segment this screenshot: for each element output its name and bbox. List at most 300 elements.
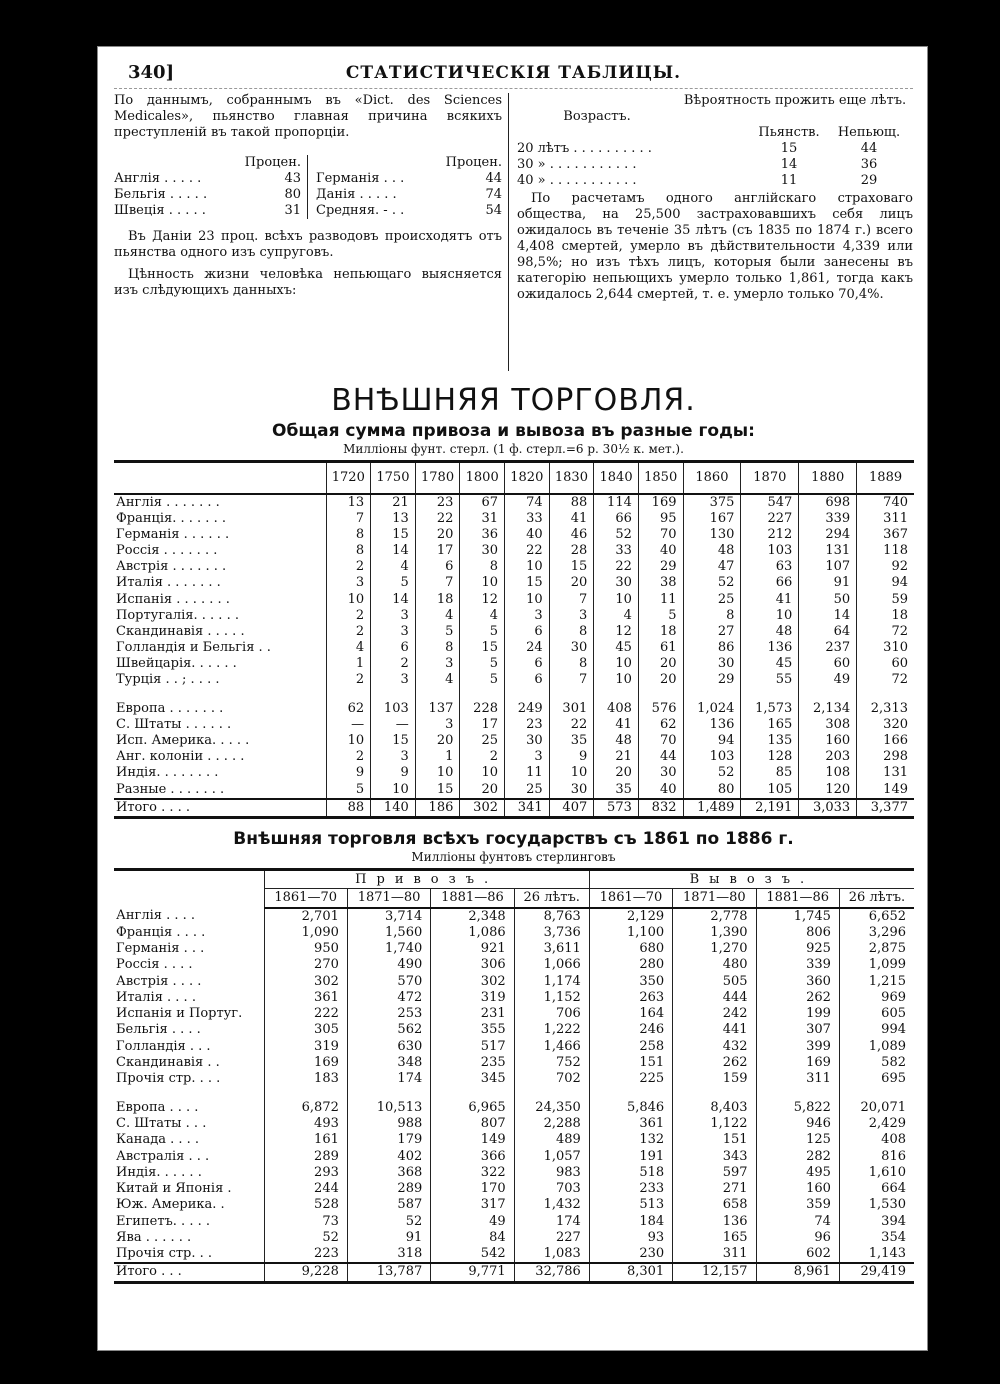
pct-value: 31 <box>284 203 301 218</box>
table-row <box>114 908 914 925</box>
probability-drinkers: 15 <box>780 141 798 156</box>
table-row <box>114 1022 914 1038</box>
row-label: Скандинавія . . . . . <box>116 623 245 639</box>
row-label: Итого . . . . <box>114 799 326 818</box>
table-cell: 983 <box>514 1165 589 1181</box>
row-label: Италія . . . . <box>116 989 196 1005</box>
table-cell: 946 <box>756 1116 839 1132</box>
table-cell: 18 <box>638 624 683 640</box>
table-cell: 489 <box>514 1132 589 1148</box>
spacer-row <box>114 689 914 701</box>
running-title: СТАТИСТИЧЕСКІЯ ТАБЛИЦЫ. <box>345 63 682 83</box>
book-page <box>97 46 928 1351</box>
table-cell: 505 <box>673 973 756 989</box>
table-cell: 6 <box>505 672 550 688</box>
table-cell: 108 <box>799 765 857 781</box>
table1-title: Общая сумма привоза и вывоза въ разные годы: <box>272 421 755 441</box>
row-label: Германія . . . . . . <box>116 526 230 542</box>
pct-value: 80 <box>284 187 301 202</box>
table-cell: 4 <box>371 559 416 575</box>
table-cell: 88 <box>326 799 371 818</box>
table-row <box>114 1006 914 1022</box>
probability-nondrinkers: 29 <box>860 173 878 188</box>
table-row <box>114 1071 914 1087</box>
table-cell: 366 <box>431 1148 514 1164</box>
table-cell: 10 <box>741 608 799 624</box>
table-cell: 10 <box>594 656 639 672</box>
table-cell: 103 <box>371 701 416 717</box>
table-cell: 169 <box>264 1055 347 1071</box>
table-row <box>114 672 914 688</box>
table-cell: 5 <box>371 575 416 591</box>
table-cell: 11 <box>505 765 550 781</box>
table-cell: 2,129 <box>589 908 672 925</box>
table-row <box>114 1165 914 1181</box>
table-cell: 311 <box>857 511 914 527</box>
table-cell: 74 <box>756 1214 839 1230</box>
year-header: 1870 <box>741 462 799 494</box>
table-cell: 12,157 <box>673 1263 756 1282</box>
table-row <box>114 925 914 941</box>
year-header: 1889 <box>857 462 914 494</box>
table-cell: 135 <box>741 733 799 749</box>
table-cell: 20 <box>638 672 683 688</box>
table-cell: 1,024 <box>683 701 741 717</box>
intro-left-column <box>114 93 509 371</box>
table-cell: 9 <box>549 749 594 765</box>
table-cell: 85 <box>741 765 799 781</box>
table-cell: 597 <box>673 1165 756 1181</box>
row-label: Россія . . . . . . . <box>116 542 218 558</box>
table-cell: 35 <box>594 782 639 799</box>
table-cell: 8 <box>549 624 594 640</box>
life-value-paragraph: Цѣнность жизни человѣка непьющаго выясняется изъ слѣдующихъ данныхъ: <box>114 267 502 298</box>
table-cell: 67 <box>460 494 505 511</box>
import-heading: Привозъ. <box>264 870 589 889</box>
table-cell: 5 <box>460 672 505 688</box>
table-cell: 542 <box>431 1246 514 1263</box>
table-cell: 84 <box>431 1230 514 1246</box>
table-cell: 3 <box>415 717 460 733</box>
year-header: 1830 <box>549 462 594 494</box>
table-cell: 237 <box>799 640 857 656</box>
row-label: Австралія . . . <box>116 1148 210 1164</box>
table-cell: 32,786 <box>514 1263 589 1282</box>
table-cell: 212 <box>741 527 799 543</box>
table-cell: 495 <box>756 1165 839 1181</box>
table-cell: 4 <box>326 640 371 656</box>
table-cell: 136 <box>741 640 799 656</box>
table-cell: 5 <box>638 608 683 624</box>
table-cell: 1,057 <box>514 1148 589 1164</box>
table-cell: 52 <box>264 1230 347 1246</box>
row-label: Австрія . . . . . . . <box>116 559 227 575</box>
table-cell: 302 <box>264 973 347 989</box>
table-cell: 25 <box>460 733 505 749</box>
table-row <box>114 1116 914 1132</box>
table-cell: 132 <box>589 1132 672 1148</box>
divorce-paragraph: Въ Даніи 23 проц. всѣхъ разводовъ происходятъ отъ пьянства одного изъ супруговъ. <box>114 229 502 260</box>
row-label: Италія . . . . . . . <box>116 575 221 591</box>
table-cell: 24 <box>505 640 550 656</box>
table-cell: 3 <box>549 608 594 624</box>
intro-right-column <box>509 93 913 371</box>
table-cell: 246 <box>589 1022 672 1038</box>
table-cell: 60 <box>857 656 914 672</box>
table-cell: 1,152 <box>514 990 589 1006</box>
table-cell: 1,573 <box>741 701 799 717</box>
table-cell: 832 <box>638 799 683 818</box>
table-cell: 258 <box>589 1039 672 1055</box>
row-label: Разные . . . . . . . <box>116 781 225 797</box>
pct-row <box>316 203 502 219</box>
table-cell: 289 <box>347 1181 430 1197</box>
table-cell: 8,403 <box>673 1099 756 1115</box>
row-label: Австрія . . . . <box>116 973 202 989</box>
period-header: 26 лѣтъ. <box>514 889 589 908</box>
table-cell: 191 <box>589 1148 672 1164</box>
table-cell: 60 <box>799 656 857 672</box>
table-cell: 66 <box>594 511 639 527</box>
table-cell: 1 <box>415 749 460 765</box>
probability-colheads <box>517 125 913 141</box>
table-cell: 2,134 <box>799 701 857 717</box>
table2-title: Внѣшняя торговля всѣхъ государствъ съ 1861 по 1886 г. <box>233 829 794 849</box>
table-cell: 52 <box>683 575 741 591</box>
table-cell: 472 <box>347 990 430 1006</box>
table-cell: 3 <box>371 749 416 765</box>
table-cell: 1,390 <box>673 925 756 941</box>
table-cell: 223 <box>264 1246 347 1263</box>
table-cell: 21 <box>371 494 416 511</box>
table-row <box>114 701 914 717</box>
table-cell: 280 <box>589 957 672 973</box>
table-cell: 179 <box>347 1132 430 1148</box>
row-label: Итого . . . <box>114 1263 264 1282</box>
table-cell: 3 <box>505 749 550 765</box>
table-cell: 3,714 <box>347 908 430 925</box>
table-cell: 159 <box>673 1071 756 1087</box>
table-cell: 30 <box>549 640 594 656</box>
table-cell: 130 <box>683 527 741 543</box>
table-cell: 13 <box>371 511 416 527</box>
table-cell: 12 <box>460 591 505 607</box>
table-row <box>114 749 914 765</box>
table-cell: 2,701 <box>264 908 347 925</box>
pct-country: Англія . . . . . <box>114 171 202 186</box>
table-cell: 1,090 <box>264 925 347 941</box>
table-cell: 17 <box>415 543 460 559</box>
row-label: Скандинавія . . <box>116 1055 220 1071</box>
year-header: 1850 <box>638 462 683 494</box>
table-cell: 302 <box>460 799 505 818</box>
table-cell: 49 <box>431 1214 514 1230</box>
table-cell: 513 <box>589 1197 672 1213</box>
period-header: 1871—80 <box>673 889 756 908</box>
table-cell: 8,301 <box>589 1263 672 1282</box>
table-cell: 262 <box>756 990 839 1006</box>
table-cell: 994 <box>839 1022 914 1038</box>
table-cell: 317 <box>431 1197 514 1213</box>
table-cell: 166 <box>857 733 914 749</box>
table-cell: 15 <box>505 575 550 591</box>
row-label: Франція. . . . . . . <box>116 510 226 526</box>
table-cell: 30 <box>594 575 639 591</box>
row-label: Германія . . . <box>116 940 205 956</box>
table-cell: 86 <box>683 640 741 656</box>
probability-row <box>517 157 913 173</box>
table-cell: 149 <box>857 782 914 799</box>
table-cell: 28 <box>549 543 594 559</box>
table-cell: 50 <box>799 591 857 607</box>
pct-country: Данія . . . . . <box>316 187 397 202</box>
table-cell: 1,066 <box>514 957 589 973</box>
period-header: 1861—70 <box>589 889 672 908</box>
table-cell: 345 <box>431 1071 514 1087</box>
period-header: 1881—86 <box>756 889 839 908</box>
table-cell: 10,513 <box>347 1099 430 1115</box>
table-cell: 311 <box>673 1246 756 1263</box>
table-cell: 174 <box>347 1071 430 1087</box>
table-cell: 4 <box>460 608 505 624</box>
table-cell: 10 <box>460 575 505 591</box>
table-cell: 399 <box>756 1039 839 1055</box>
table-cell: 298 <box>857 749 914 765</box>
table-cell: 311 <box>756 1071 839 1087</box>
pct-value: 44 <box>485 171 502 186</box>
table-cell: 2 <box>371 656 416 672</box>
table-cell: 15 <box>415 782 460 799</box>
table-cell: 1,530 <box>839 1197 914 1213</box>
table-cell: 59 <box>857 591 914 607</box>
table-row <box>114 973 914 989</box>
row-label: Прочія стр. . . . <box>116 1071 221 1087</box>
table-cell: 444 <box>673 990 756 1006</box>
table-cell: 15 <box>460 640 505 656</box>
table-cell: 22 <box>505 543 550 559</box>
table-cell: 605 <box>839 1006 914 1022</box>
table-cell: 8,961 <box>756 1263 839 1282</box>
insurance-paragraph: По расчетамъ одного англійскаго страховаго общества, на 25,500 застраховавшихъ себя лицъ ожидалось въ теченіе 35 лѣтъ (съ 1835 по 1874 г.) всего 4,408 смертей, умерло въ дѣйствительности 4,339 или 98,5%; но изъ тѣхъ лицъ, которыя были занесены въ категорію непьющихъ умерло только 1,861, тогда какъ ожидалось 2,644 смертей, т. е. умерло только 70,4%. <box>517 191 913 302</box>
table-cell: 2,778 <box>673 908 756 925</box>
year-header: 1780 <box>415 462 460 494</box>
table-cell: 35 <box>549 733 594 749</box>
table-cell: 91 <box>347 1230 430 1246</box>
pct-row <box>114 171 301 187</box>
table-cell: 253 <box>347 1006 430 1022</box>
table-cell: 93 <box>589 1230 672 1246</box>
table-cell: 10 <box>549 765 594 781</box>
table-cell: 6 <box>415 559 460 575</box>
table-cell: 203 <box>799 749 857 765</box>
table-cell: 1,083 <box>514 1246 589 1263</box>
table-cell: 2,429 <box>839 1116 914 1132</box>
table-cell: 576 <box>638 701 683 717</box>
table-cell: 9 <box>326 765 371 781</box>
table-cell: 74 <box>505 494 550 511</box>
table-cell: 262 <box>673 1055 756 1071</box>
table-cell: 702 <box>514 1071 589 1087</box>
table-row <box>114 717 914 733</box>
table-cell: 230 <box>589 1246 672 1263</box>
table-cell: 341 <box>505 799 550 818</box>
table-cell: 1,560 <box>347 925 430 941</box>
table-cell: 228 <box>460 701 505 717</box>
table-cell: 547 <box>741 494 799 511</box>
table-cell: 493 <box>264 1116 347 1132</box>
table-cell: 66 <box>741 575 799 591</box>
table-row <box>114 608 914 624</box>
table-cell: 270 <box>264 957 347 973</box>
table-cell: 136 <box>673 1214 756 1230</box>
table-cell: 15 <box>549 559 594 575</box>
table-cell: 136 <box>683 717 741 733</box>
table-cell: 441 <box>673 1022 756 1038</box>
table-row <box>114 733 914 749</box>
table-cell: 1,089 <box>839 1039 914 1055</box>
table-cell: 167 <box>683 511 741 527</box>
table-cell: 282 <box>756 1148 839 1164</box>
table-cell: 8 <box>683 608 741 624</box>
row-label: Индія. . . . . . <box>116 1164 202 1180</box>
table-cell: 183 <box>264 1071 347 1087</box>
table-cell: 4 <box>415 608 460 624</box>
table-cell: 46 <box>549 527 594 543</box>
table-cell: 165 <box>741 717 799 733</box>
table-cell: 128 <box>741 749 799 765</box>
table-row <box>114 591 914 607</box>
table-cell: 14 <box>371 543 416 559</box>
crime-paragraph: По даннымъ, собраннымъ въ «Dict. des Sciences Medicales», пьянство главная причина всякихъ преступленій въ такой пропорціи. <box>114 93 502 140</box>
table-cell: 562 <box>347 1022 430 1038</box>
table-cell: 10 <box>505 559 550 575</box>
page-header <box>114 61 913 89</box>
table-cell: 20 <box>415 733 460 749</box>
table-row <box>114 1039 914 1055</box>
table-cell: 22 <box>415 511 460 527</box>
table-cell: 408 <box>594 701 639 717</box>
table-cell: 160 <box>799 733 857 749</box>
table-cell: 29 <box>683 672 741 688</box>
table-cell: 3,377 <box>857 799 914 818</box>
table-cell: 149 <box>431 1132 514 1148</box>
table-cell: 41 <box>594 717 639 733</box>
table-cell: 30 <box>460 543 505 559</box>
table-cell: 13,787 <box>347 1263 430 1282</box>
table-cell: 44 <box>638 749 683 765</box>
probability-age: 40 » . . . . . . . . . . . <box>517 173 637 188</box>
table-cell: 306 <box>431 957 514 973</box>
table-cell: 339 <box>756 957 839 973</box>
table-cell: 602 <box>756 1246 839 1263</box>
table-cell: 13 <box>326 494 371 511</box>
table-cell: 2 <box>460 749 505 765</box>
table-cell: 695 <box>839 1071 914 1087</box>
table-cell: 407 <box>549 799 594 818</box>
table-cell: 1,086 <box>431 925 514 941</box>
table-cell: 225 <box>589 1071 672 1087</box>
row-label: Голландія . . . <box>116 1038 211 1054</box>
table-row <box>114 1263 914 1282</box>
table-cell: 10 <box>415 765 460 781</box>
table-cell: 64 <box>799 624 857 640</box>
table-cell: 3 <box>371 624 416 640</box>
table-cell: 1,222 <box>514 1022 589 1038</box>
table-cell: 95 <box>638 511 683 527</box>
period-header: 1871—80 <box>347 889 430 908</box>
table-cell: 25 <box>505 782 550 799</box>
table-cell: 164 <box>589 1006 672 1022</box>
table-cell: 432 <box>673 1039 756 1055</box>
table-cell: 231 <box>431 1006 514 1022</box>
probability-drinkers: 11 <box>780 173 798 188</box>
table-cell: 25 <box>683 591 741 607</box>
table-cell: 170 <box>431 1181 514 1197</box>
period-header: 26 лѣтъ. <box>839 889 914 908</box>
table-cell: — <box>371 717 416 733</box>
table-cell: 52 <box>347 1214 430 1230</box>
table-cell: 367 <box>857 527 914 543</box>
pct-row <box>114 203 301 219</box>
table-cell: 161 <box>264 1132 347 1148</box>
table-cell: 263 <box>589 990 672 1006</box>
probability-row <box>517 141 913 157</box>
table-cell: 1,466 <box>514 1039 589 1055</box>
table-cell: 62 <box>638 717 683 733</box>
intro-section <box>114 93 913 371</box>
table-cell: 1,610 <box>839 1165 914 1181</box>
table-cell: 14 <box>371 591 416 607</box>
table-cell: 91 <box>799 575 857 591</box>
table-cell: 587 <box>347 1197 430 1213</box>
table-cell: 1 <box>326 656 371 672</box>
table-cell: 698 <box>799 494 857 511</box>
table-cell: 319 <box>264 1039 347 1055</box>
table-cell: 118 <box>857 543 914 559</box>
table-cell: 36 <box>460 527 505 543</box>
table-cell: 1,432 <box>514 1197 589 1213</box>
table-row <box>114 640 914 656</box>
table-cell: 2,288 <box>514 1116 589 1132</box>
table-cell: 92 <box>857 559 914 575</box>
table-cell: 1,099 <box>839 957 914 973</box>
table-cell: 40 <box>505 527 550 543</box>
row-label: Англія . . . . <box>116 908 195 923</box>
year-header: 1820 <box>505 462 550 494</box>
table-cell: 394 <box>839 1214 914 1230</box>
year-header: 1880 <box>799 462 857 494</box>
table-cell: 21 <box>594 749 639 765</box>
table-cell: 15 <box>371 733 416 749</box>
table-cell: 125 <box>756 1132 839 1148</box>
table-cell: 664 <box>839 1181 914 1197</box>
table-cell: 14 <box>799 608 857 624</box>
table-cell: 368 <box>347 1165 430 1181</box>
crime-percent-table <box>114 155 502 219</box>
table-cell: 354 <box>839 1230 914 1246</box>
table-cell: 1,174 <box>514 973 589 989</box>
table-cell: 350 <box>589 973 672 989</box>
table-cell: 703 <box>514 1181 589 1197</box>
table-cell: 233 <box>589 1181 672 1197</box>
table-cell: 6,965 <box>431 1099 514 1115</box>
row-label: Португалія. . . . . . <box>116 607 239 623</box>
row-label: Исп. Америка. . . . . <box>116 733 250 749</box>
table-cell: 70 <box>638 527 683 543</box>
table-cell: 301 <box>549 701 594 717</box>
table-cell: 8,763 <box>514 908 589 925</box>
pct-value: 43 <box>284 171 301 186</box>
